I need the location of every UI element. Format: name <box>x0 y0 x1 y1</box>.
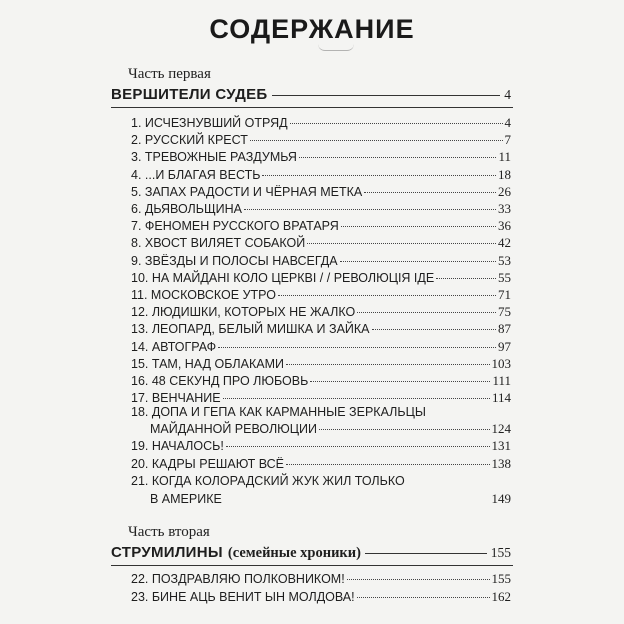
toc-entry <box>131 132 511 148</box>
toc-entry-page: 53 <box>498 252 511 268</box>
toc-entry <box>131 373 511 389</box>
toc-entry-title: 1. ИСЧЕЗНУВШИЙ ОТРЯД <box>131 116 288 130</box>
dot-leader <box>290 123 503 124</box>
toc-entry-title: 3. ТРЕВОЖНЫЕ РАЗДУМЬЯ <box>131 150 297 165</box>
toc-entry-page: 111 <box>492 373 511 388</box>
toc-entry-title: 14. АВТОГРАФ <box>131 339 217 354</box>
page-title: СОДЕРЖАНИЕ <box>209 14 415 44</box>
dot-leader <box>218 347 496 348</box>
toc-entry-title: 4. ...И БЛАГАЯ ВЕСТЬ <box>131 167 261 182</box>
toc-entry <box>131 167 511 183</box>
toc-entry-21-line1: 21. КОГДА КОЛОРАДСКИЙ ЖУК ЖИЛ ТОЛЬКО <box>131 474 405 488</box>
toc-entry <box>131 253 511 269</box>
toc-entry-title: 23. БИНЕ АЦЬ ВЕНИТ ЫН МОЛДОВА! <box>131 589 355 604</box>
dot-leader <box>244 209 496 210</box>
toc-entry <box>131 339 511 355</box>
part1-label: Часть первая <box>128 66 211 82</box>
part2-divider <box>111 565 513 566</box>
dot-leader <box>310 381 490 382</box>
toc-entry-title: 15. ТАМ, НАД ОБЛАКАМИ <box>131 356 284 371</box>
toc-entry-title: 10. НА МАЙДАНІ КОЛО ЦЕРКВІ / / РЕВОЛЮЦІЯ ІДЕ <box>131 270 435 285</box>
part2-heading <box>111 544 511 562</box>
toc-entry-title: 6. ДЬЯВОЛЬЩИНА <box>131 202 243 216</box>
toc-entry <box>131 304 511 320</box>
toc-entry <box>131 321 511 337</box>
toc-entry-page: 71 <box>498 287 511 302</box>
toc-entry <box>131 589 511 605</box>
toc-entry-page: 131 <box>491 438 511 453</box>
toc-entry-page: 11 <box>498 149 511 165</box>
toc-entry-18-page: 124 <box>491 421 511 436</box>
dot-leader <box>436 278 496 279</box>
toc-entry-page: 4 <box>504 115 511 130</box>
dot-leader <box>226 446 490 447</box>
blank-leader <box>224 499 490 500</box>
part2-label: Часть вторая <box>128 524 210 540</box>
part1-page: 4 <box>504 87 511 102</box>
toc-entry-title: 16. 48 СЕКУНД ПРО ЛЮБОВЬ <box>131 374 309 388</box>
dot-leader <box>307 243 496 244</box>
part1-name: ВЕРШИТЕЛИ СУДЕБ <box>111 86 268 103</box>
dot-leader <box>340 261 496 262</box>
toc-entry-title: 12. ЛЮДИШКИ, КОТОРЫХ НЕ ЖАЛКО <box>131 305 356 320</box>
dot-leader <box>357 597 490 598</box>
dot-leader <box>286 364 490 365</box>
toc-entry-page: 162 <box>491 588 511 604</box>
toc-entry-18-line1: 18. ДОПА И ГЕПА КАК КАРМАННЫЕ ЗЕРКАЛЬЦЫ <box>131 405 426 419</box>
toc-entry-title: 22. ПОЗДРАВЛЯЮ ПОЛКОВНИКОМ! <box>131 572 345 586</box>
toc-entry-18-line2: МАЙДАННОЙ РЕВОЛЮЦИИ <box>150 422 317 436</box>
toc-entry-title: 20. КАДРЫ РЕШАЮТ ВСЁ <box>131 456 285 471</box>
title-ornament <box>318 44 354 51</box>
toc-entry <box>131 270 511 286</box>
toc-entry-title: 19. НАЧАЛОСЬ! <box>131 439 224 453</box>
toc-entry <box>131 438 511 454</box>
dot-leader <box>223 398 490 399</box>
toc-entry-title: 7. ФЕНОМЕН РУССКОГО ВРАТАРЯ <box>131 219 339 234</box>
toc-entry-title: 2. РУССКИЙ КРЕСТ <box>131 133 248 148</box>
toc-entry-page: 55 <box>498 269 511 285</box>
toc-entry <box>131 149 511 165</box>
dot-leader <box>372 329 496 330</box>
dot-leader <box>347 579 490 580</box>
toc-entry-page: 75 <box>498 304 511 320</box>
toc-entry-21-line2: В АМЕРИКЕ <box>150 492 222 506</box>
toc-entry-title: 11. МОСКОВСКОЕ УТРО <box>131 288 276 302</box>
part1-divider <box>111 107 513 108</box>
toc-entry-21-page: 149 <box>491 491 511 506</box>
toc-entry-page: 87 <box>498 321 511 337</box>
toc-entry-title: 8. ХВОСТ ВИЛЯЕТ СОБАКОЙ <box>131 236 306 251</box>
toc-entry <box>131 201 511 217</box>
part2-subtitle: (семейные хроники) <box>227 545 361 561</box>
dot-leader <box>286 464 489 465</box>
dot-leader <box>299 157 497 158</box>
toc-entry <box>131 356 511 372</box>
toc-entry <box>131 184 511 200</box>
toc-entry-page: 36 <box>498 218 511 234</box>
toc-entry-page: 26 <box>498 183 511 199</box>
toc-entry-page: 42 <box>498 235 511 251</box>
toc-entry-title: 9. ЗВЁЗДЫ И ПОЛОСЫ НАВСЕГДА <box>131 253 338 268</box>
part2-leader-line <box>365 553 487 554</box>
toc-entry-page: 138 <box>491 455 511 471</box>
toc-entry <box>131 571 511 587</box>
dot-leader <box>341 226 496 227</box>
toc-entry-page: 7 <box>504 132 511 148</box>
toc-entry <box>131 218 511 234</box>
part2-name: СТРУМИЛИНЫ <box>111 544 223 561</box>
toc-entry-page: 18 <box>498 166 511 182</box>
dot-leader <box>319 429 490 430</box>
part2-page: 155 <box>490 545 511 560</box>
toc-entry-page: 103 <box>491 355 511 371</box>
toc-entry-title: 13. ЛЕОПАРД, БЕЛЫЙ МИШКА И ЗАЙКА <box>131 322 370 337</box>
toc-entry-page: 155 <box>491 571 511 586</box>
toc-entry <box>131 456 511 472</box>
toc-entry <box>131 115 511 131</box>
toc-entry-page: 33 <box>498 201 511 216</box>
toc-entry <box>131 235 511 251</box>
toc-entry-18 <box>150 421 511 437</box>
dot-leader <box>357 312 496 313</box>
dot-leader <box>278 295 496 296</box>
dot-leader <box>262 175 496 176</box>
toc-entry-21 <box>150 491 511 507</box>
toc-entry-page: 114 <box>491 390 511 406</box>
part1-heading <box>111 86 511 103</box>
toc-entry-title: 17. ВЕНЧАНИЕ <box>131 391 221 406</box>
part1-leader-line <box>272 95 501 96</box>
toc-entry <box>131 287 511 303</box>
toc-entry-title: 5. ЗАПАХ РАДОСТИ И ЧЁРНАЯ МЕТКА <box>131 184 363 199</box>
toc-entry <box>131 390 511 406</box>
dot-leader <box>364 192 496 193</box>
toc-entry-page: 97 <box>498 338 511 354</box>
dot-leader <box>250 140 503 141</box>
